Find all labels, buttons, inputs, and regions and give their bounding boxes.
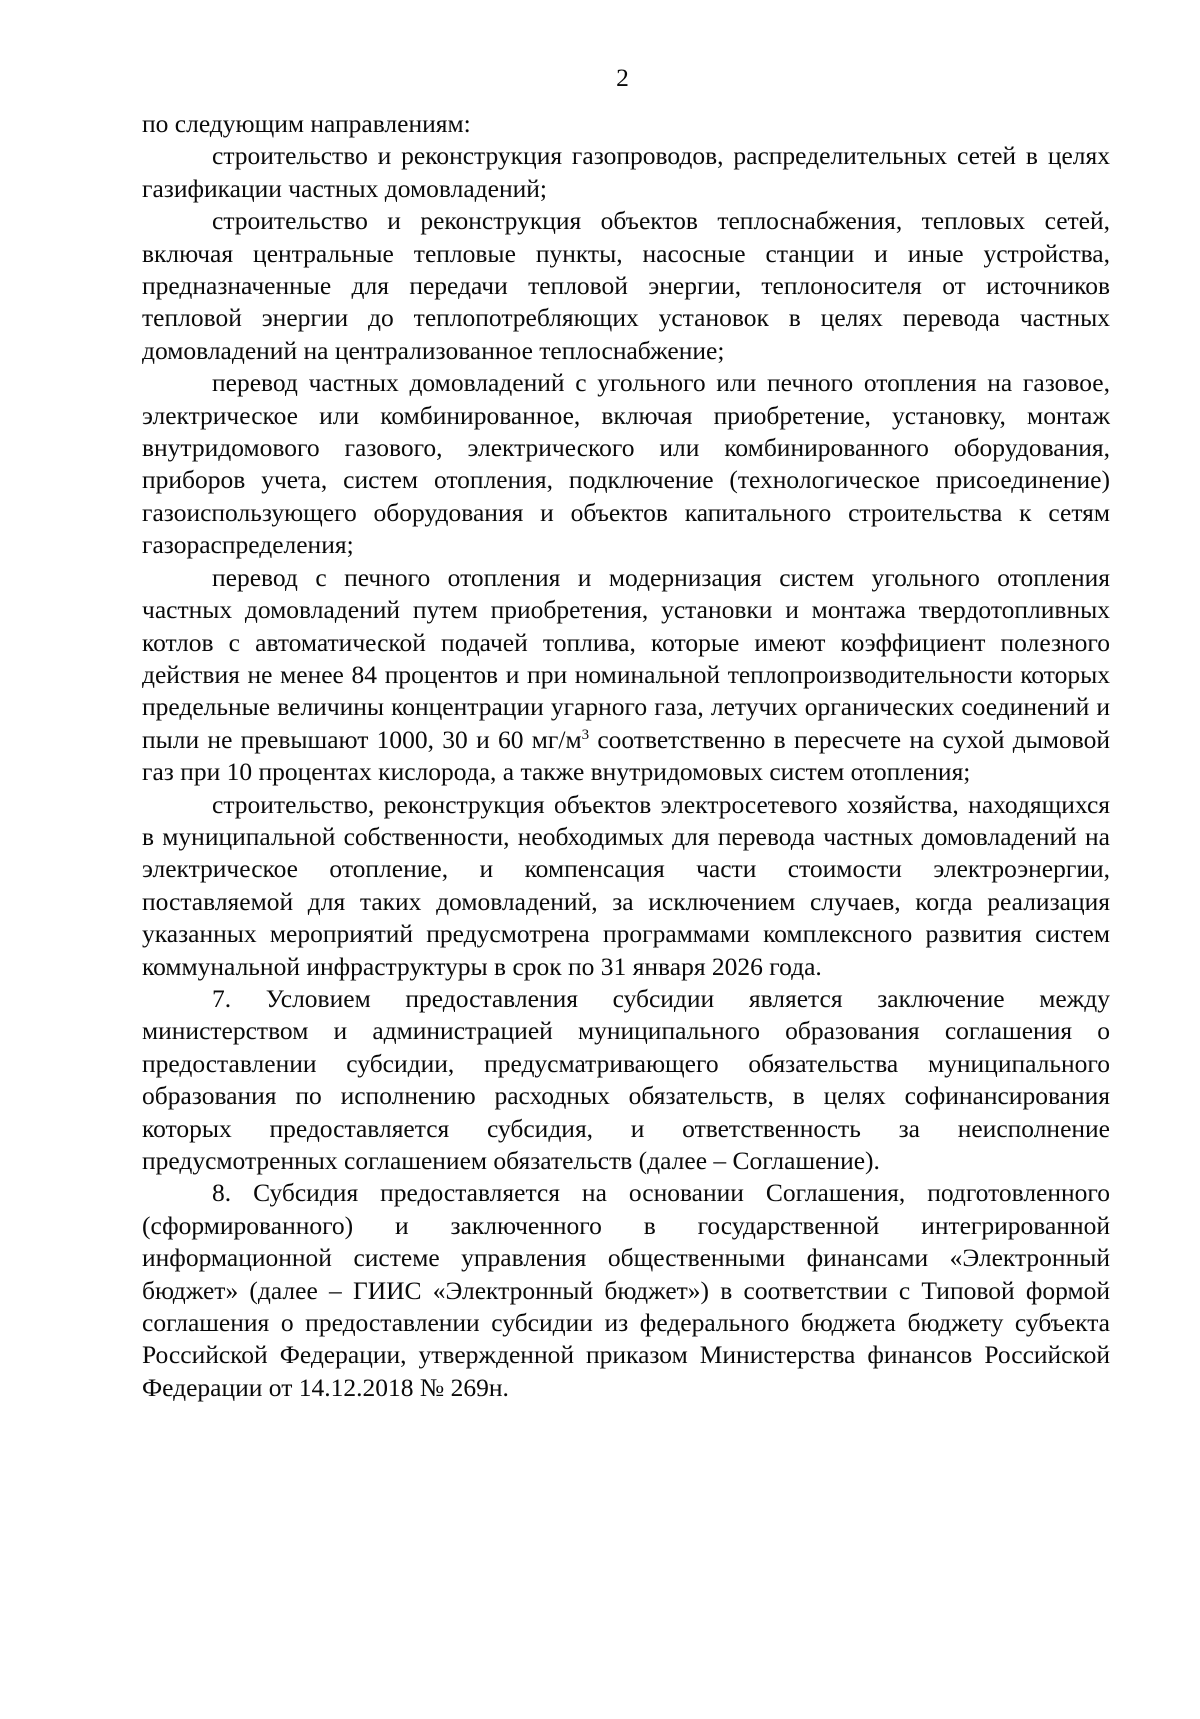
document-body (142, 108, 1110, 1404)
paragraph-clause-7: 7. Условием предоставления субсидии является заключение между министерством и администрацией муниципального образования соглашения о предоставлении субсидии, предусматривающего обязательства муниципального образования по исполнению расходных обязательств, в целях софинансирования которых предоставляется субсидия, и ответственность за неисполнение предусмотренных соглашением обязательств (далее – Соглашение). (142, 983, 1110, 1175)
paragraph-clause-8: 8. Субсидия предоставляется на основании Соглашения, подготовленного (сформированного) и заключенного в государственной интегрированной информационной системе управления общественными финансами «Электронный бюджет» (далее – ГИИС «Электронный бюджет») в соответствии с Типовой формой соглашения о предоставлении субсидии из федерального бюджета бюджету субъекта Российской Федерации, утвержденной приказом Министерства финансов Российской Федерации от 14.12.2018 № 269н. (142, 1178, 1110, 1402)
cubic-superscript: 3 (581, 726, 590, 743)
paragraph-electric-grid: строительство, реконструкция объектов электросетевого хозяйства, находящихся в муниципальной собственности, необходимых для перевода частных домовладений на электрическое отопление, и компенсация части стоимости электроэнергии, поставляемой для таких домовладений, за исключением случаев, когда реализация указанных мероприятий предусмотрена программами комплексного развития систем коммунальной инфраструктуры в срок по 31 января 2026 года. (142, 789, 1110, 981)
paragraph-coal-heating-part-1: перевод с печного отопления и модернизация систем угольного отопления частных домовладений путем приобретения, установки и монтажа твердотопливных котлов с автоматической подачей топлива, которые имеют коэффициент полезного действия не менее 84 процентов и при номинальной теплопроизводительности которых предельные величины концентрации угарного газа, летучих органических соединений и пыли не превышают 1000, 30 и 60 мг/м (142, 562, 1110, 754)
paragraph-gas-pipelines: строительство и реконструкция газопроводов, распределительных сетей в целях газификации частных домовладений; (142, 141, 1110, 203)
paragraph-coal-heating (142, 562, 1110, 789)
paragraph-heat-supply: строительство и реконструкция объектов теплоснабжения, тепловых сетей, включая центральные тепловые пункты, насосные станции и иные устройства, предназначенные для передачи тепловой энергии, теплоносителя от источников тепловой энергии до теплопотребляющих установок в целях перевода частных домовладений на централизованное теплоснабжение; (142, 206, 1110, 365)
paragraph-coal-heating-part-2: соответственно в пересчете на сухой дымовой газ при 10 процентах кислорода, а также внутридомовых систем отопления; (142, 724, 1110, 787)
paragraph-heating-conversion: перевод частных домовладений с угольного или печного отопления на газовое, электрическое или комбинированное, включая приобретение, установку, монтаж внутридомового газового, электрического или комбинированного оборудования, приборов учета, систем отопления, подключение (технологическое присоединение) газоиспользующего оборудования и объектов капитального строительства к сетям газораспределения; (142, 368, 1110, 560)
page-number: 2 (616, 63, 629, 92)
paragraph-intro: по следующим направлениям: (142, 109, 471, 138)
